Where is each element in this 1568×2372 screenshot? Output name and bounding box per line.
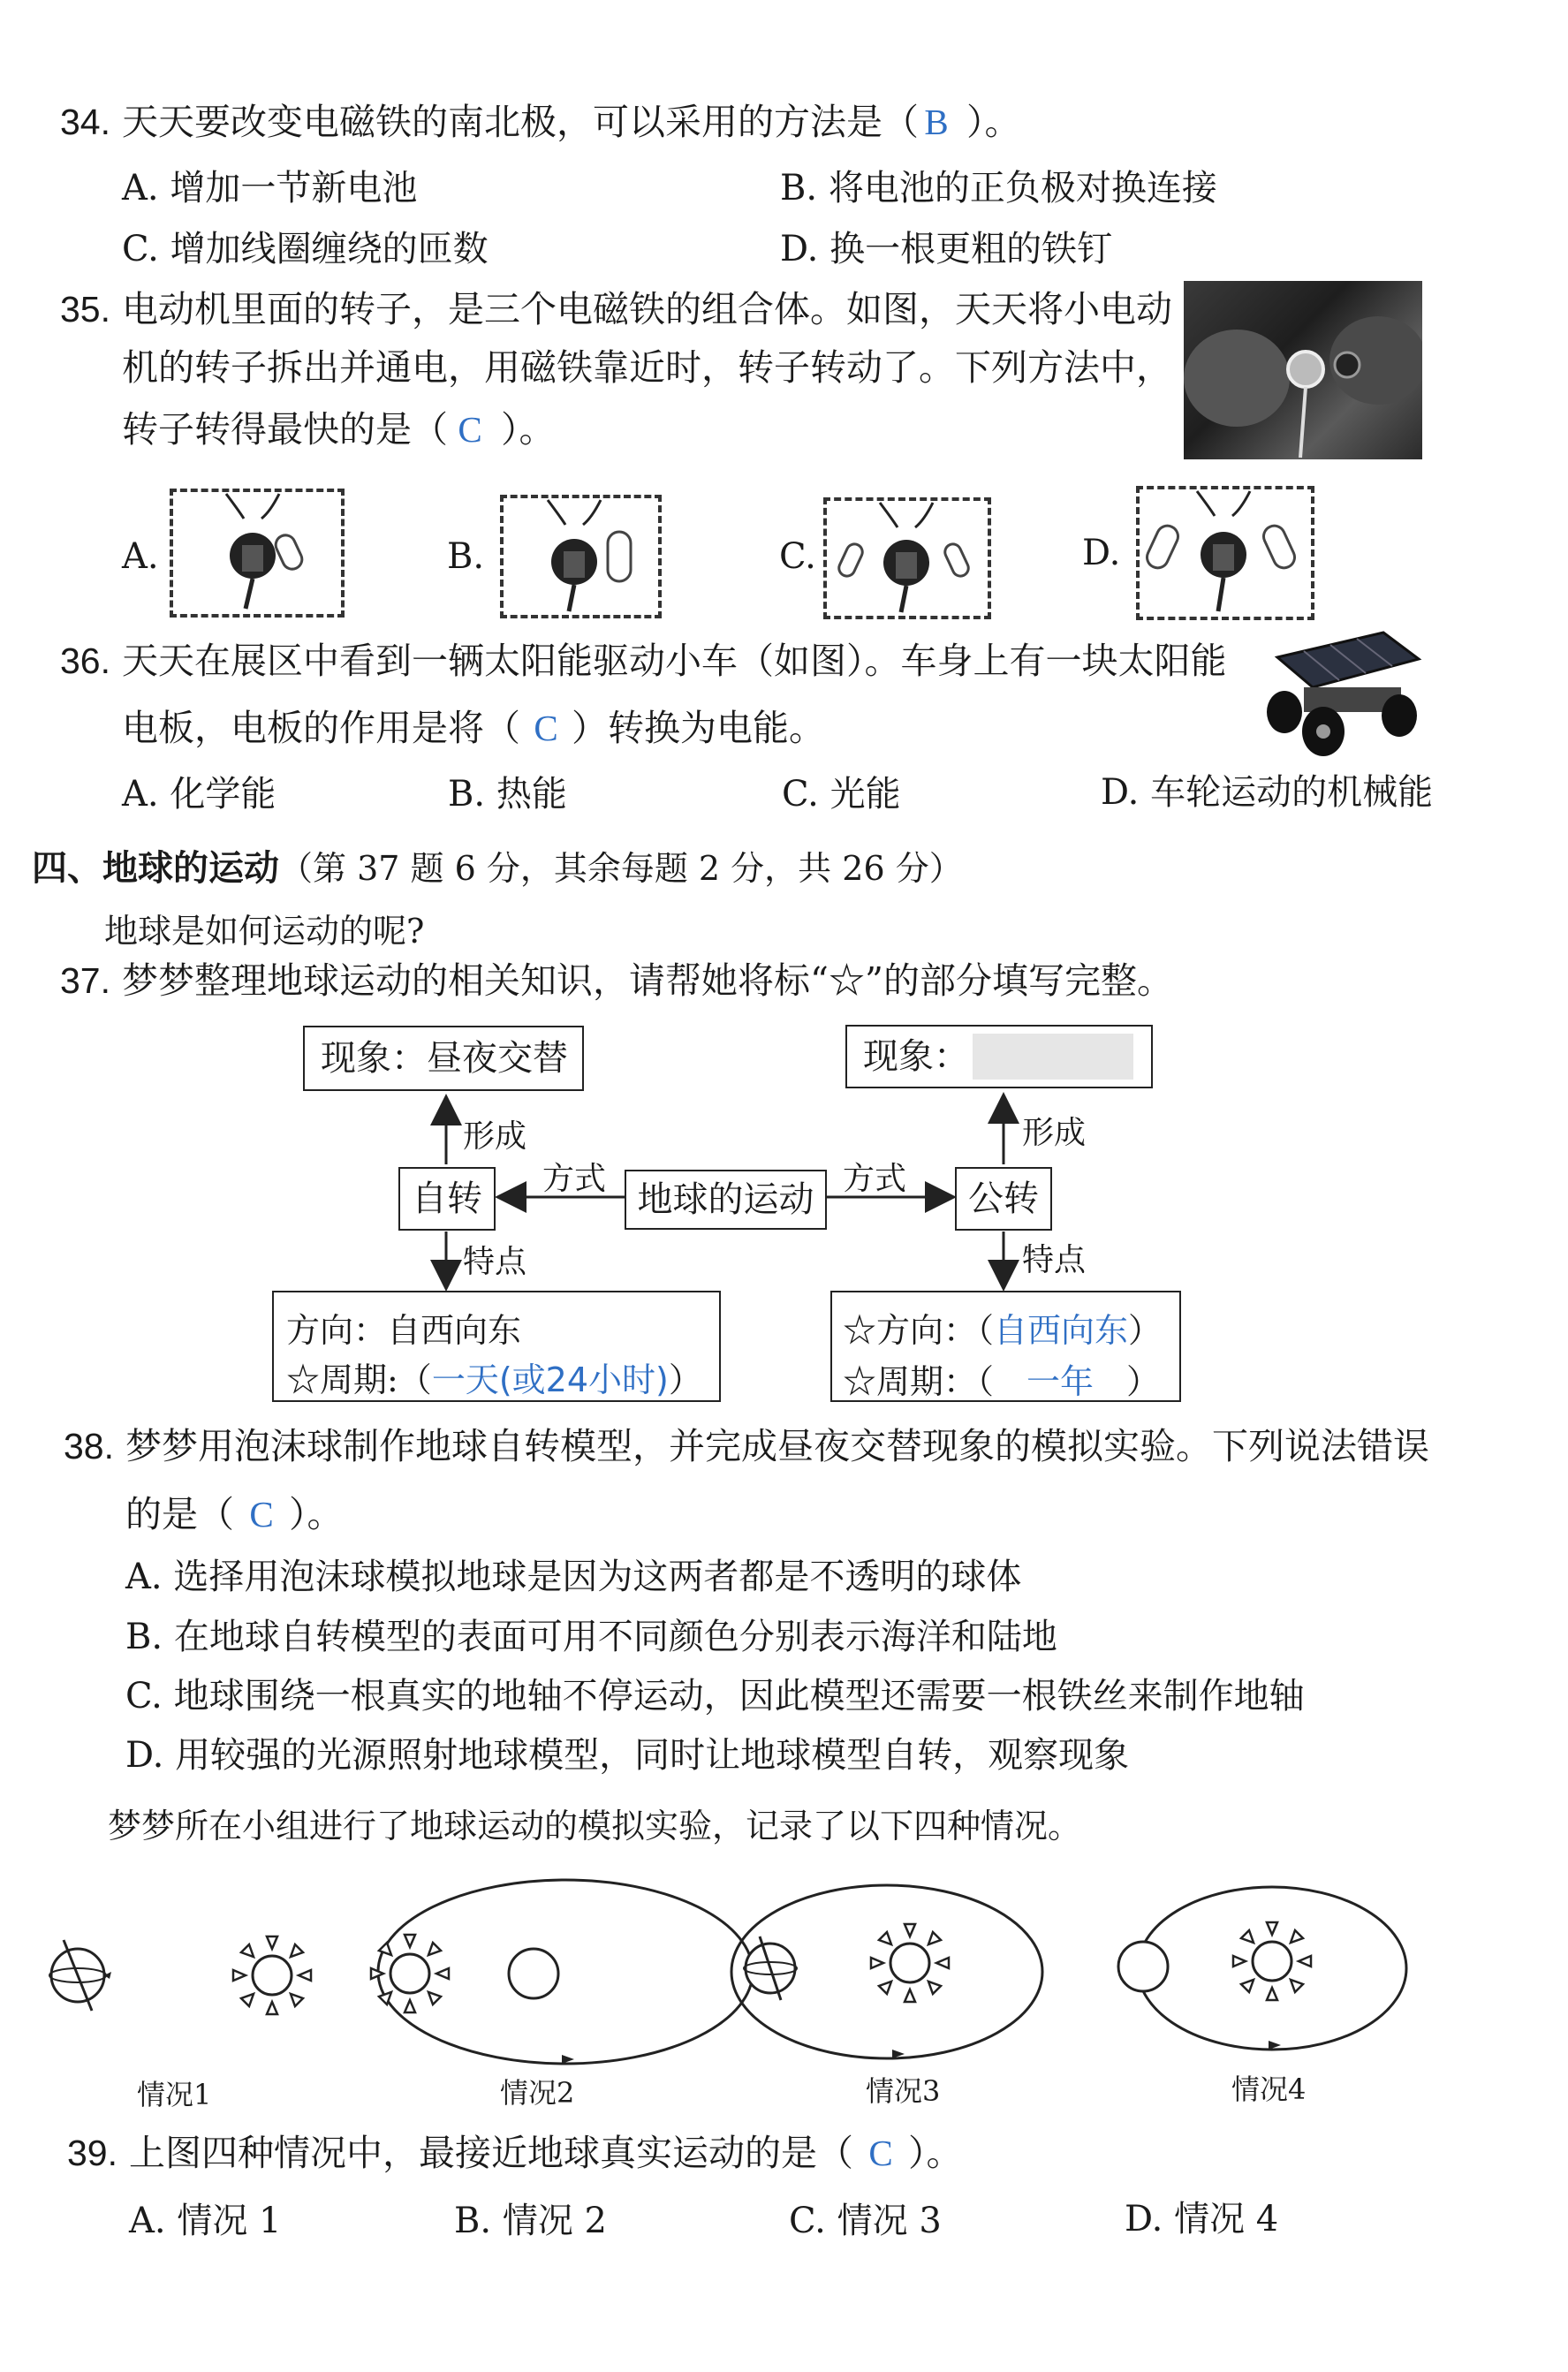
q35-stem-line2: 机的转子拆出并通电，用磁铁靠近时，转子转动了。下列方法中， (122, 346, 1172, 389)
q36-option-b: B. 热能 (448, 774, 567, 815)
question-text: 转子转得最快的是（ (122, 408, 448, 451)
question-text: 天天要改变电磁铁的南北极，可以采用的方法是（ (122, 101, 920, 143)
q35-option-b-label: B. (447, 536, 485, 577)
question-text-end: ）。 (966, 101, 1021, 143)
edge-label-way-right: 方式 (843, 1161, 907, 1197)
question-text-end: ）转换为电能。 (572, 707, 825, 749)
period-label: ☆周期:（ (286, 1360, 432, 1399)
revolution-period (843, 1354, 1160, 1403)
redacted-answer-area (973, 1034, 1133, 1080)
revolution-box: 公转 (955, 1167, 1052, 1231)
section-title: 四、地球的运动 (32, 847, 279, 889)
period-label: ☆周期：（ (843, 1362, 995, 1401)
situation-4-diagram (1118, 1887, 1406, 2050)
answer-mark: B (924, 102, 949, 142)
rotation-features-box (272, 1291, 721, 1402)
q35-option-c-label: C. (779, 536, 816, 577)
question-text: 梦梦整理地球运动的相关知识，请帮她将标“☆”的部分填写完整。 (122, 959, 1173, 1002)
situation-4-caption: 情况4 (1231, 2073, 1307, 2106)
question-number: 38. (64, 1426, 114, 1466)
question-text-end: ）。 (289, 1493, 344, 1535)
q39-option-a: A. 情况 1 (129, 2201, 282, 2241)
q34-option-d: D. 换一根更粗的铁钉 (780, 229, 1113, 269)
edge-label-feature-left: 特点 (463, 1244, 527, 1280)
edge-label-feature-right: 特点 (1022, 1242, 1087, 1278)
situation-1-caption: 情况1 (137, 2078, 212, 2111)
q36-option-c: C. 光能 (782, 774, 901, 815)
q38-option-a: A. 选择用泡沫球模拟地球是因为这两者都是不透明的球体 (125, 1557, 1022, 1597)
question-text: 电动机里面的转子，是三个电磁铁的组合体。如图，天天将小电动 (122, 288, 1173, 330)
question-number: 37. (60, 960, 110, 1001)
q35-option-a-label: A. (122, 536, 159, 577)
q38-option-d: D. 用较强的光源照射地球模型，同时让地球模型自转，观察现象 (125, 1735, 1130, 1776)
answer-mark: C (868, 2133, 893, 2173)
q36-option-a: A. 化学能 (122, 774, 276, 815)
q34-option-a: A. 增加一节新电池 (122, 168, 418, 208)
question-text-end: ）。 (501, 408, 556, 451)
q38-stem-line1 (64, 1425, 1430, 1467)
period-close: ） (1126, 1362, 1161, 1401)
edge-label-form-right: 形成 (1022, 1115, 1087, 1151)
direction-label: ☆方向：（ (843, 1311, 995, 1350)
period-answer: 一年 (1026, 1362, 1095, 1401)
question-text: 上图四种情况中，最接近地球真实运动的是（ (129, 2132, 854, 2174)
rotation-period (286, 1353, 702, 1401)
direction-close: ） (1128, 1311, 1163, 1350)
q34-option-b: B. 将电池的正负极对换连接 (780, 168, 1217, 208)
q35-option-d-label: D. (1082, 533, 1121, 573)
q38-stem-line2 (125, 1493, 344, 1535)
phenomenon-revolution-box (845, 1025, 1153, 1088)
answer-mark: C (458, 409, 482, 450)
period-close: ） (668, 1360, 702, 1399)
question-text: 天天在展区中看到一辆太阳能驱动小车（如图）。车身上有一块太阳能 (122, 640, 1227, 682)
revolution-features-box (830, 1291, 1181, 1402)
direction-answer: 自西向东 (994, 1311, 1129, 1350)
question-number: 39. (67, 2133, 117, 2173)
question-text: 梦梦用泡沫球制作地球自转模型，并完成昼夜交替现象的模拟实验。下列说法错误 (125, 1425, 1430, 1467)
question-text: 的是（ (125, 1493, 234, 1535)
earth-motion-center-box: 地球的运动 (625, 1170, 827, 1230)
phenomenon-rotation-box: 现象：昼夜交替 (303, 1026, 584, 1091)
rotation-direction: 方向：自西向东 (286, 1311, 522, 1350)
rotation-box: 自转 (398, 1167, 496, 1231)
question-number: 35. (60, 289, 110, 330)
situation-3-diagram (731, 1885, 1042, 2058)
q38-option-c: C. 地球围绕一根真实的地轴不停运动，因此模型还需要一根铁丝来制作地轴 (125, 1676, 1305, 1716)
q39-option-d: D. 情况 4 (1125, 2199, 1279, 2239)
answer-mark: C (249, 1494, 274, 1535)
situation-2-diagram (371, 1880, 753, 2064)
q34-option-c: C. 增加线圈缠绕的匝数 (122, 229, 489, 269)
section-intro: 地球是如何运动的呢? (104, 912, 425, 951)
revolution-direction (843, 1303, 1162, 1352)
question-number: 34. (60, 102, 110, 142)
situation-2-caption: 情况2 (500, 2076, 575, 2110)
earth-motion-situations-figure (0, 1873, 1568, 2103)
edge-label-way-left: 方式 (542, 1161, 607, 1197)
question-text: 电板，电板的作用是将（ (122, 707, 520, 749)
experiment-note: 梦梦所在小组进行了地球运动的模拟实验，记录了以下四种情况。 (108, 1807, 1082, 1845)
q39-stem (67, 2132, 963, 2174)
situation-3-caption: 情况3 (866, 2074, 941, 2108)
situation-1-diagram (49, 1936, 311, 2014)
q38-option-b: B. 在地球自转模型的表面可用不同颜色分别表示海洋和陆地 (125, 1617, 1057, 1657)
answer-mark: C (534, 708, 558, 748)
q36-option-d: D. 车轮运动的机械能 (1101, 772, 1434, 813)
edge-label-form-left: 形成 (463, 1118, 527, 1155)
q39-option-c: C. 情况 3 (789, 2201, 942, 2241)
section-scoring-note: （第 37 题 6 分，其余每题 2 分，共 26 分） (279, 849, 963, 888)
q39-option-b: B. 情况 2 (454, 2201, 607, 2241)
question-text-end: ）。 (908, 2132, 963, 2174)
phenomenon-label: 现象： (863, 1036, 969, 1077)
period-answer: 一天(或24小时) (431, 1360, 669, 1399)
question-number: 36. (60, 640, 110, 681)
